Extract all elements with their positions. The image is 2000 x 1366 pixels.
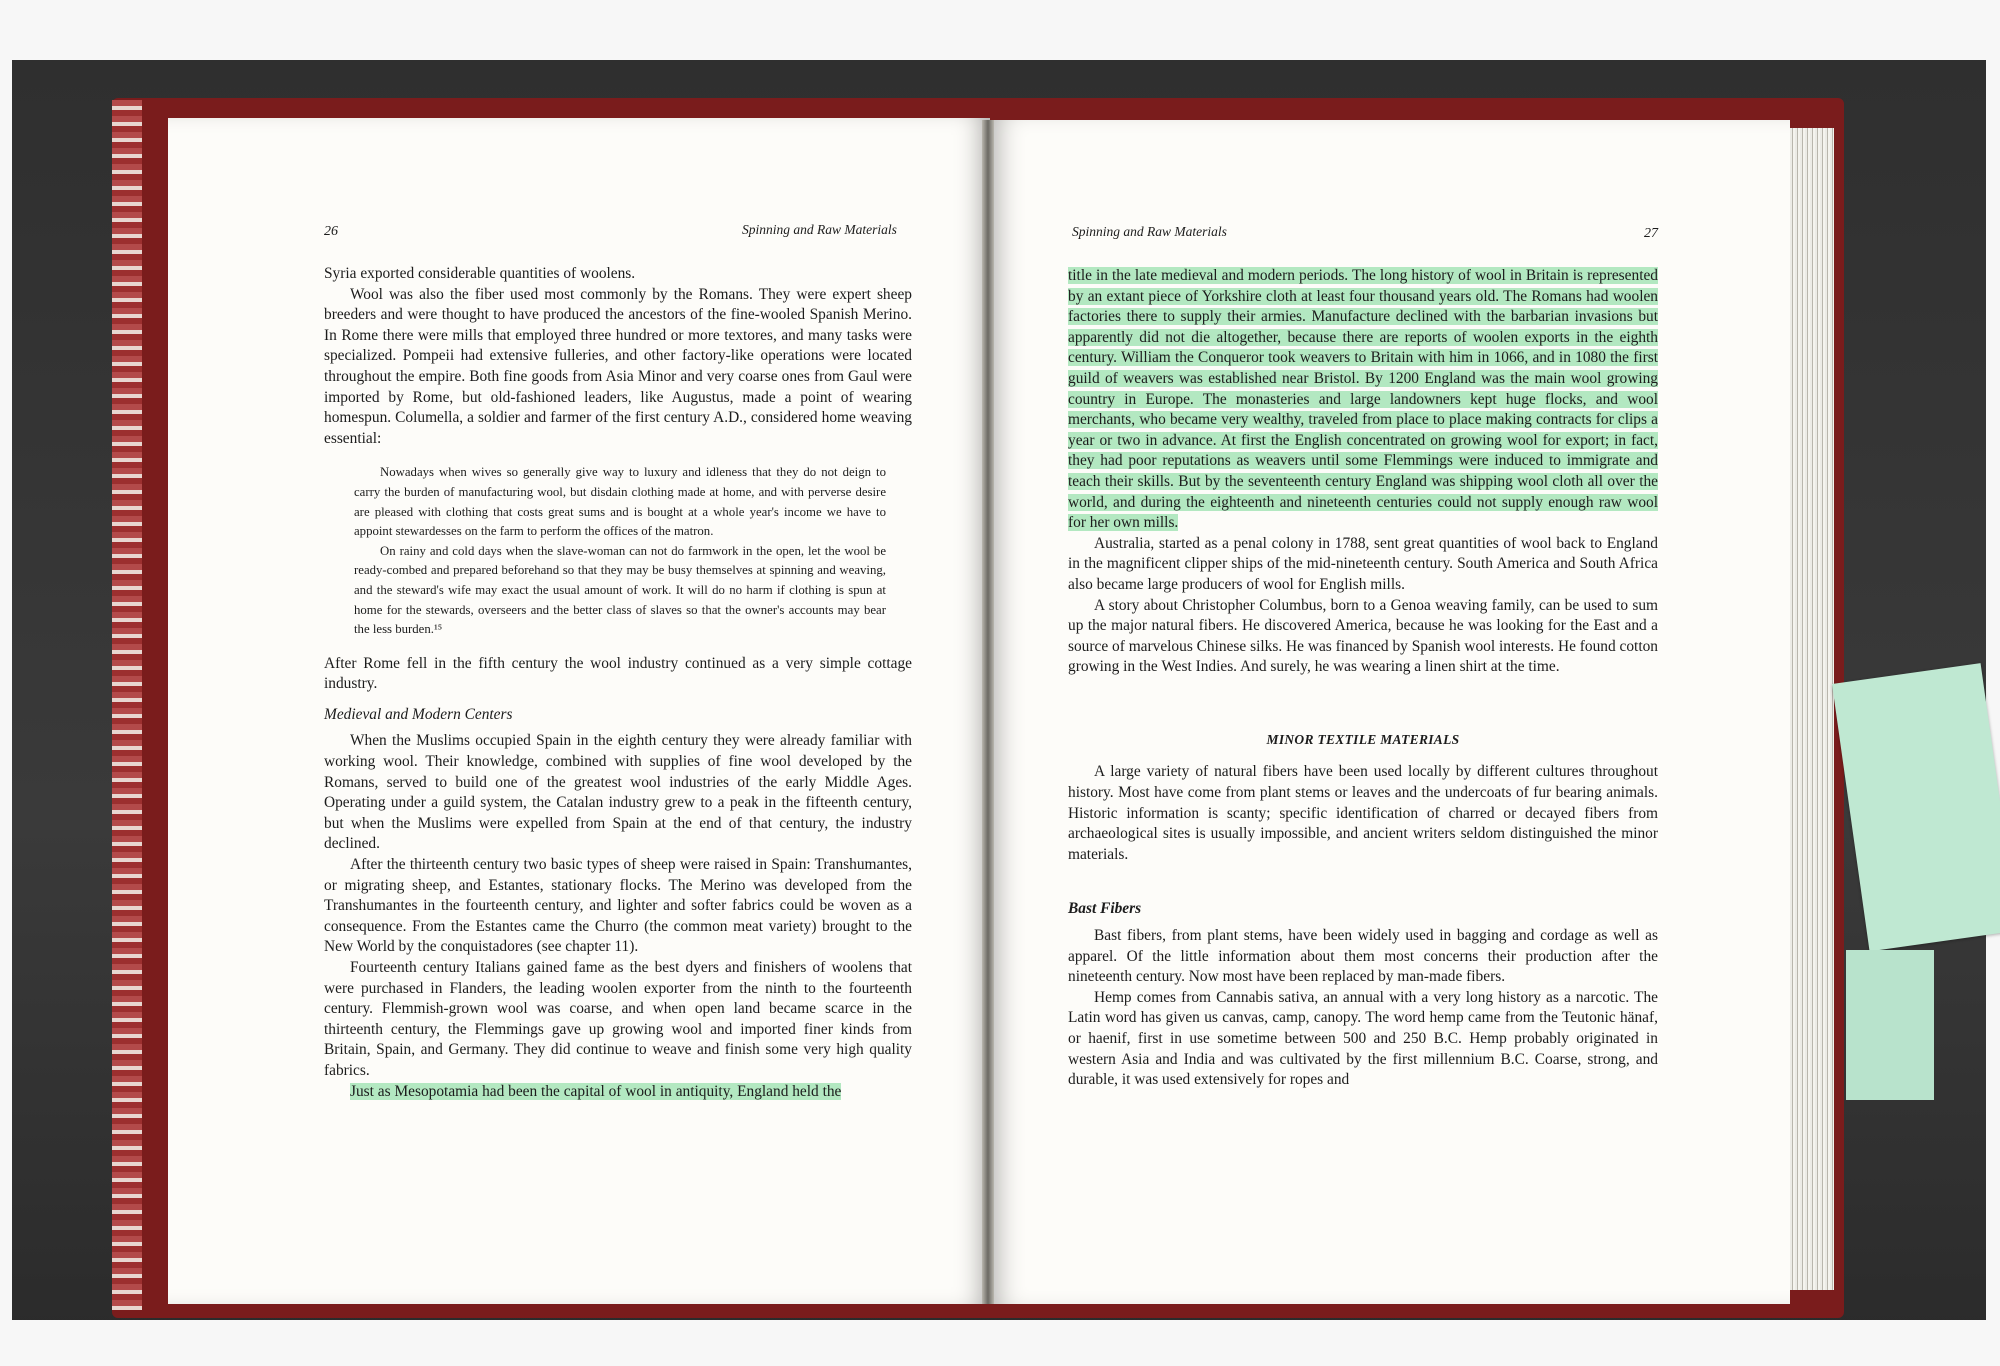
right-running-head: Spinning and Raw Materials bbox=[1072, 224, 1227, 239]
left-page-text bbox=[324, 264, 912, 1102]
book-spine-edge bbox=[112, 100, 142, 1310]
block-quote bbox=[324, 463, 912, 639]
highlighted-text: title in the late medieval and modern periods. The long history of wool in Britain is represented by an extant piece of Yorkshire cloth at least four thousand years old. The Romans had woolen factories there to supply their armies. Manufacture declined with the barbarian invasions but apparently did not die altogether, because there are reports of woolen exports in the eighth century. William the Conqueror took weavers to Britain with him in 1066, and in 1080 the first guild of weavers was established near Bristol. By 1200 England was the main wool growing country in Europe. The monasteries and large landowners kept huge flocks, and wool merchants, who became very wealthy, traveled from place to place making contracts for clips a year or two in advance. At first the English concentrated on growing wool for export; in fact, they had poor reputations as weavers until some Flemmings were induced to immigrate and teach their skills. But by the seventeenth century England was shipping wool cloth all over the world, and during the eighteenth and nineteenth centuries could not supply enough raw wool for her own mills. bbox=[1068, 267, 1658, 532]
section-title: MINOR TEXTILE MATERIALS bbox=[1266, 731, 1460, 747]
left-paragraph: Wool was also the fiber used most commonly by the Romans. They were expert sheep breeders and were thought to have produced the ancestors of the fine-wooled Spanish Merino. In Rome there were mills that employed three hundred or more textores, and many tasks were specialized. Pompeii had extensive fulleries, and other factory-like operations were located throughout the empire. Both fine goods from Asia Minor and very coarse ones from Gaul were imported by Rome, but old-fashioned leaders, like Augustus, made a point of wearing homespun. Columella, a soldier and farmer of the first century A.D., considered home weaving essential: bbox=[324, 285, 912, 447]
right-paragraph: Australia, started as a penal colony in 1788, sent great quantities of wool back to England in the magnificent clipper ships of the mid-nineteenth century. South America and South Africa also became large producers of wool for English mills. bbox=[1068, 534, 1658, 593]
left-subheading: Medieval and Modern Centers bbox=[324, 705, 513, 723]
right-subheading: Bast Fibers bbox=[1068, 900, 1142, 918]
quote-paragraph: On rainy and cold days when the slave-woman can not do farmwork in the open, let the wool be ready-combed and prepared beforehand so that they may be busy themselves at spinning and weaving, and the steward's wife may exact the usual amount of work. It will do no harm if clothing is spun at home for the stewards, overseers and the better class of slaves so that the owner's accounts may bear the less burden.¹⁵ bbox=[354, 543, 886, 637]
left-paragraph: After the thirteenth century two basic types of sheep were raised in Spain: Transhumantes, or migrating sheep, and Estantes, stationary flocks. The Merino was developed from the Transhumantes in the fourteenth century, and lighter and softer fabrics could be woven as a consequence. From the Estantes came the Churro (the common meat variety) brought to the New World by the conquistadores (see chapter 11). bbox=[324, 856, 912, 956]
left-page-number: 26 bbox=[324, 224, 338, 239]
left-paragraph: After Rome fell in the fifth century the wool industry continued as a very simple cottage industry. bbox=[324, 654, 912, 693]
sticky-note-tab-lower bbox=[1846, 950, 1934, 1100]
left-running-head: Spinning and Raw Materials bbox=[742, 222, 897, 237]
highlighted-text: Just as Mesopotamia had been the capital of wool in antiquity, England held the bbox=[350, 1082, 842, 1100]
left-paragraph: Syria exported considerable quantities of woolens. bbox=[324, 265, 636, 282]
scan-margin-bottom bbox=[0, 1320, 2000, 1366]
left-paragraph-highlighted bbox=[324, 1082, 912, 1103]
right-paragraph: Bast fibers, from plant stems, have been widely used in bagging and cordage as well as apparel. Of the little information about them most concerns their production after the nineteenth century. Now most have been replaced by man-made fibers. bbox=[1068, 927, 1658, 986]
scan-margin-right bbox=[1986, 0, 2000, 1366]
right-paragraph-highlighted bbox=[1068, 266, 1658, 534]
page-edges bbox=[1790, 128, 1834, 1290]
left-paragraph: Fourteenth century Italians gained fame as the best dyers and finishers of woolens that were purchased in Flanders, the leading woolen exporter from the ninth to the fourteenth century. Flemmish-grown wool was coarse, and when open land became scarce in the thirteenth century, the Flemmings gave up growing wool and imported finer kinds from Britain, Spain, and Germany. They did continue to weave and finish some very high quality fabrics. bbox=[324, 959, 912, 1079]
right-page-text bbox=[1068, 266, 1658, 1091]
left-paragraph: When the Muslims occupied Spain in the eighth century they were already familiar with working wool. Their knowledge, combined with supplies of fine wool developed by the Romans, served to build one of the greatest wool industries of the early Middle Ages. Operating under a guild system, the Catalan industry grew to a peak in the fifteenth century, but when the Muslims were expelled from Spain at the end of that century, the industry declined. bbox=[324, 732, 912, 853]
right-paragraph: A large variety of natural fibers have been used locally by different cultures throughout history. Most have come from plant stems or leaves and the undercoats of fur bearing animals. Historic information is scanty; specific identification of charred or decayed fibers from archaeological sites is usually impossible, and ancient writers seldom distinguished the minor materials. bbox=[1068, 763, 1658, 863]
scan-margin-top bbox=[0, 0, 2000, 60]
quote-paragraph: Nowadays when wives so generally give way to luxury and idleness that they do not deign to carry the burden of manufacturing wool, but disdain clothing made at home, and with perverse desire are pleased with clothing that costs great sums and is bought at a whole year's income we have to appoint stewardesses on the farm to perform the offices of the matron. bbox=[354, 465, 886, 539]
scan-margin-left bbox=[0, 0, 12, 1366]
book-gutter bbox=[982, 120, 994, 1304]
right-paragraph: Hemp comes from Cannabis sativa, an annual with a very long history as a narcotic. The Latin word has given us canvas, camp, canopy. The word hemp came from the Teutonic hänaf, or haenif, first in use sometime between 500 and 250 B.C. Hemp probably originated in western Asia and India and was cultivated by the first millennium B.C. Coarse, strong, and durable, it was used extensively for ropes and bbox=[1068, 988, 1658, 1089]
right-paragraph: A story about Christopher Columbus, born to a Genoa weaving family, can be used to sum up the major natural fibers. He discovered America, because he was looking for the East and a source of marvelous Chinese silks. He was financed by Spanish wool interests. He found cotton growing in the West Indies. And surely, he was wearing a linen shirt at the time. bbox=[1068, 596, 1658, 676]
right-page-number: 27 bbox=[1644, 226, 1658, 241]
